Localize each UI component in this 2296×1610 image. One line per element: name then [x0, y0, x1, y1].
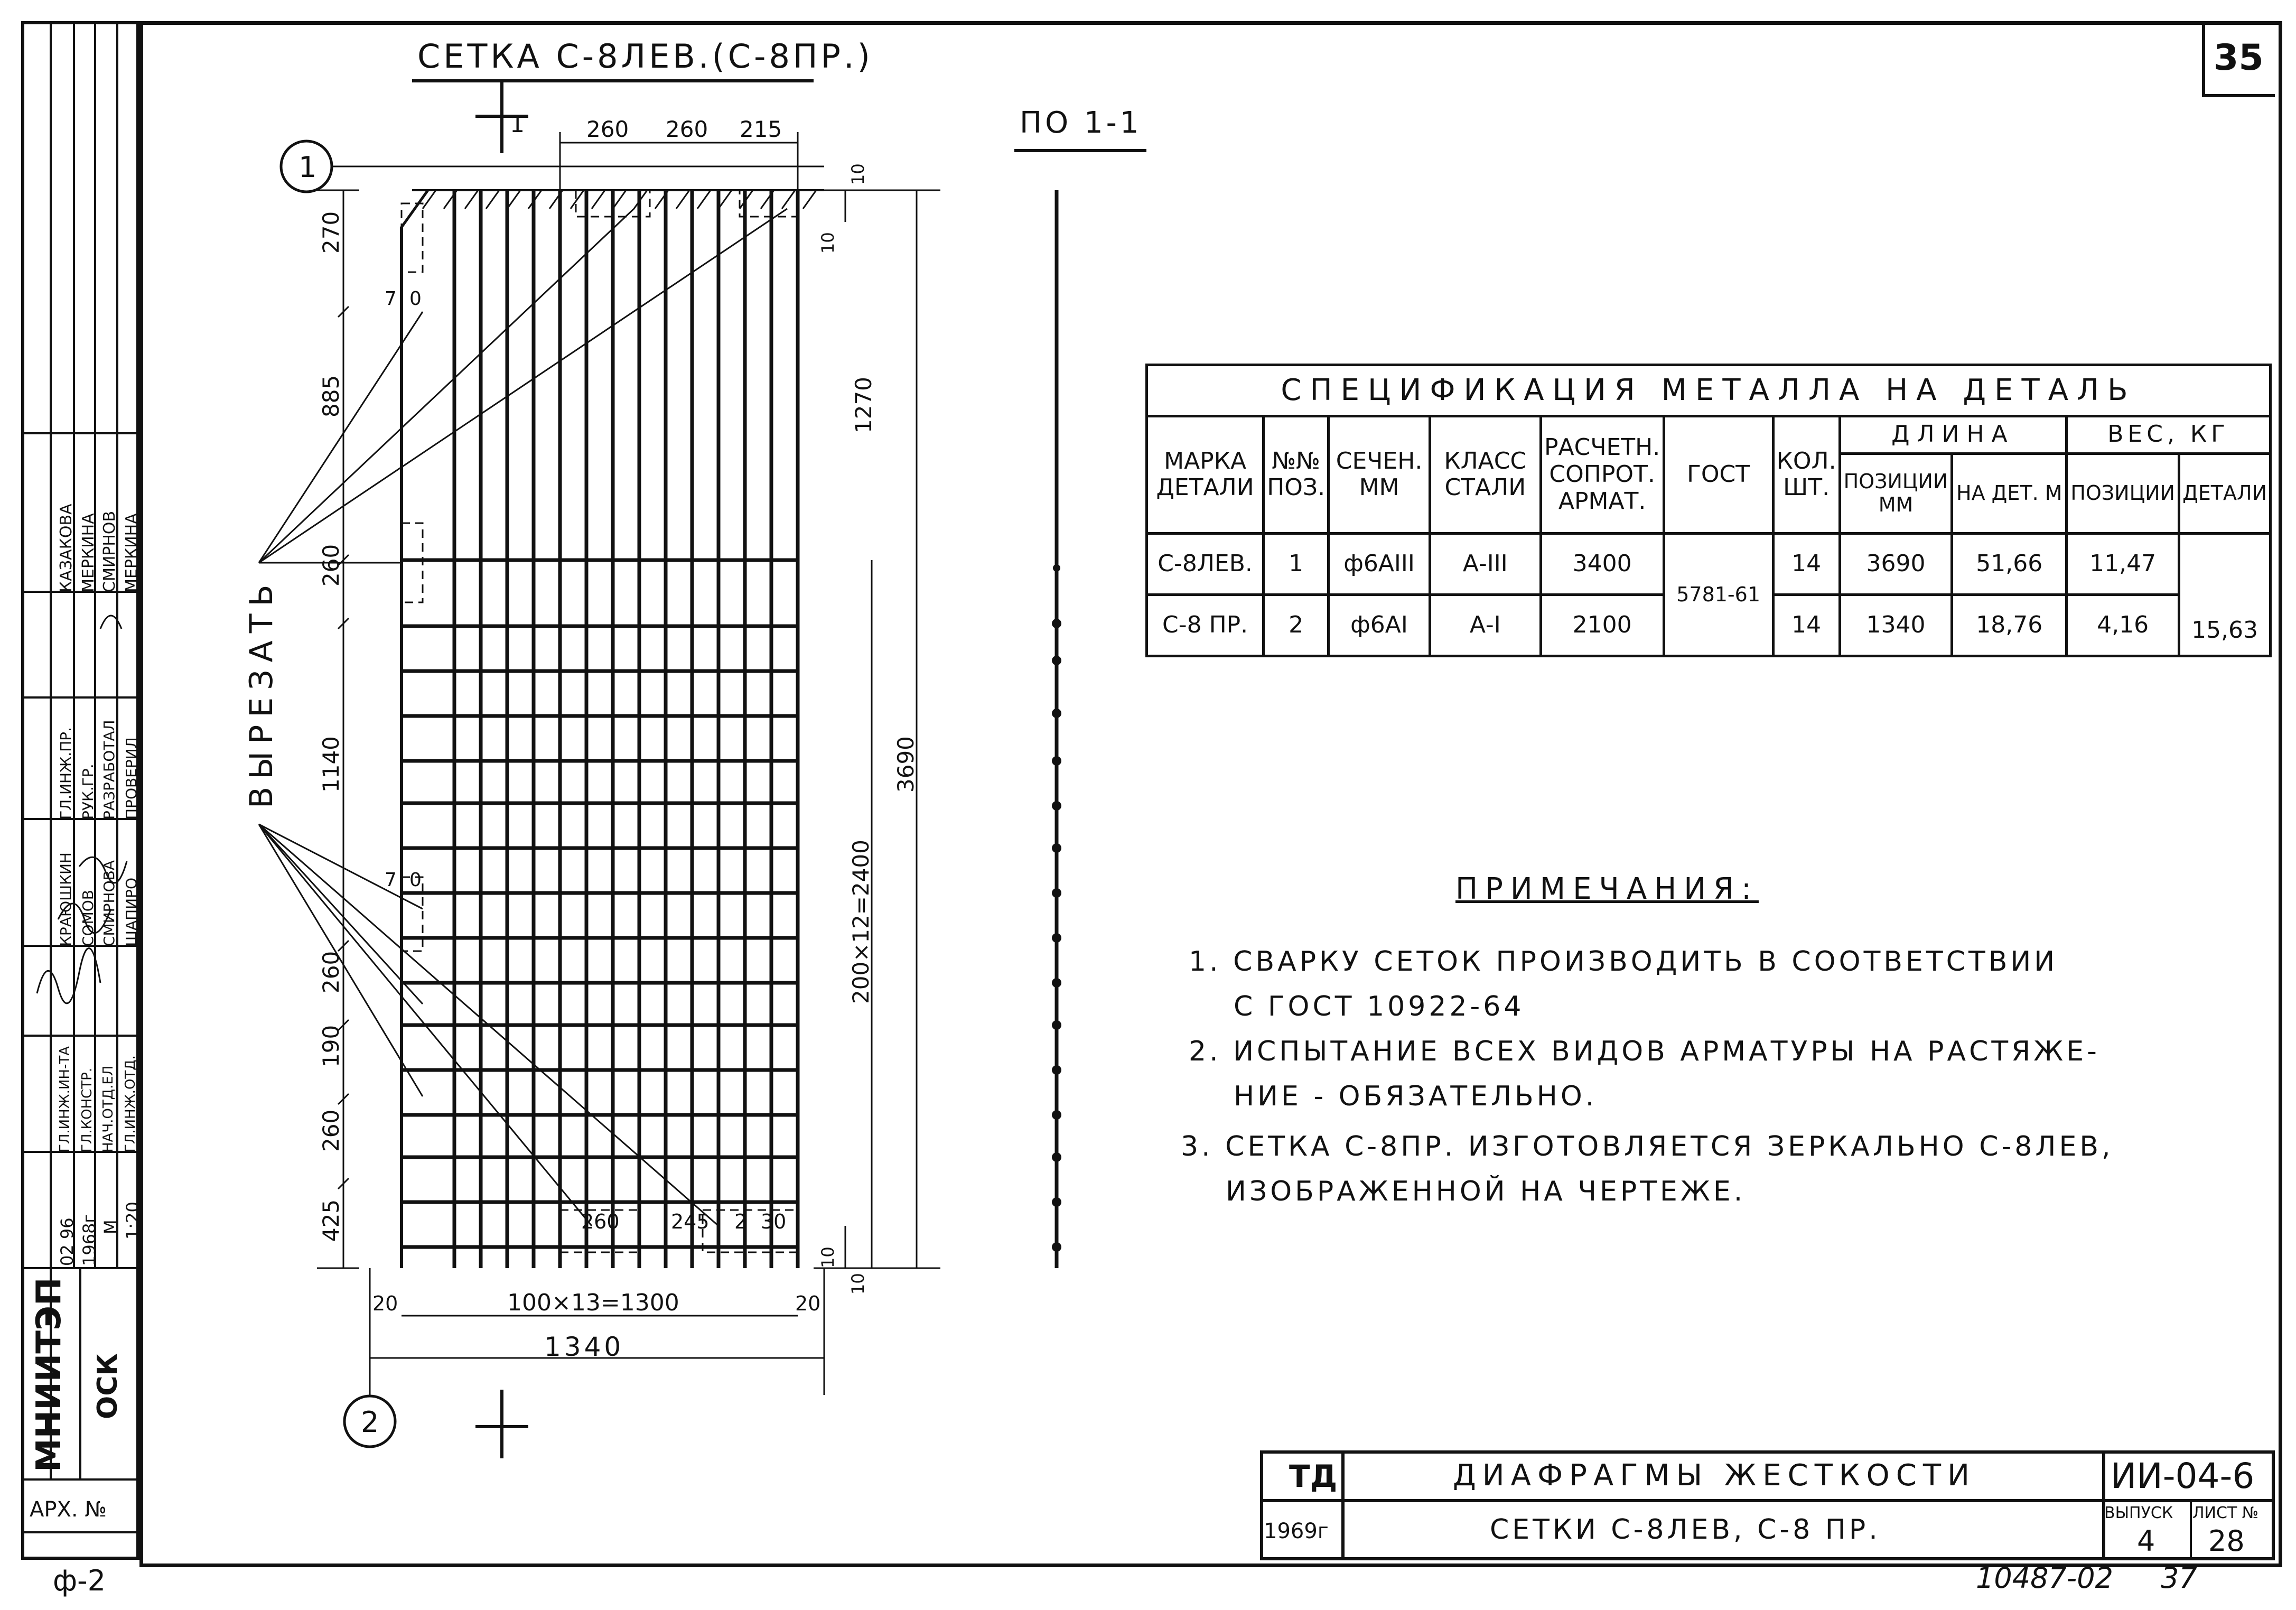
bottom-doc-ref: 10487-02 — [1976, 1561, 2113, 1595]
row1-mark: С-8ЛЕВ. — [1147, 533, 1264, 594]
row2-mark: С-8 ПР. — [1147, 594, 1264, 656]
hdr-section: СЕЧЕН. ММ — [1329, 416, 1430, 533]
spec-title: СПЕЦИФИКАЦИЯ МЕТАЛЛА НА ДЕТАЛЬ — [1147, 365, 2271, 416]
dim-total-width: 1340 — [544, 1332, 624, 1362]
stamp-year: 1968г — [79, 1214, 99, 1266]
dim-right-small-bottom-2: 10 — [848, 1273, 868, 1295]
hdr-mark: МАРКА ДЕТАЛИ — [1147, 416, 1264, 533]
dim-left-3: 260 — [318, 544, 344, 587]
row2-len-det: 18,76 — [1952, 594, 2067, 656]
dim-small-left-4: 0 — [409, 869, 422, 891]
tb-year: 1969г — [1264, 1519, 1329, 1543]
dim-right-inner: 200×12=2400 — [848, 840, 874, 1004]
stamp-scale: 1:20 — [123, 1202, 143, 1240]
row2-w-pos: 4,16 — [2067, 594, 2179, 656]
dim-bottom-edge-left: 20 — [372, 1292, 398, 1315]
note-line-6: ИЗОБРАЖЕННОЙ НА ЧЕРТЕЖЕ. — [1226, 1176, 1746, 1207]
dim-small-left-2: 0 — [409, 288, 422, 310]
role-a-1: ГЛ.ИНЖ.ИН-ТА — [57, 1046, 73, 1152]
dim-left-2: 885 — [318, 375, 344, 417]
tb-issue: 4 — [2137, 1524, 2155, 1558]
tb-title: ДИАФРАГМЫ ЖЕСТКОСТИ — [1453, 1458, 1976, 1493]
role-a-2: ГЛ.КОНСТР. — [79, 1067, 95, 1152]
section-label-underline — [1014, 149, 1146, 152]
role-a-3: НАЧ.ОТД.ЕЛ — [100, 1065, 116, 1152]
dim-top-3: 215 — [740, 116, 782, 142]
hdr-steel: КЛАСС СТАЛИ — [1430, 416, 1541, 533]
tb-sheet-label: ЛИСТ № — [2192, 1504, 2259, 1522]
dim-bottom-inner-4: 30 — [761, 1210, 787, 1233]
dim-left-1: 270 — [318, 211, 344, 254]
hdr-resist: РАСЧЕТН. СОПРОТ. АРМАТ. — [1541, 416, 1664, 533]
row2-resist: 2100 — [1541, 594, 1664, 656]
name-b-2: МЕРКИНА — [79, 513, 98, 592]
note-line-3: 2. ИСПЫТАНИЕ ВСЕХ ВИДОВ АРМАТУРЫ НА РАСТЯЖЕ- — [1189, 1036, 2100, 1067]
dim-top-1: 260 — [586, 116, 629, 142]
total-weight: 15,63 — [2179, 533, 2271, 656]
row1-resist: 3400 — [1541, 533, 1664, 594]
name-a-1: КРАЮШКИН — [57, 852, 74, 946]
name-b-3: СМИРНОВ — [100, 510, 119, 592]
section-mark-top: 1 — [510, 111, 525, 138]
hdr-w-det: ДЕТАЛИ — [2179, 453, 2271, 533]
dim-right-small-bottom-1: 10 — [818, 1246, 838, 1268]
gost-value: 5781-61 — [1664, 533, 1773, 656]
row2-qty: 14 — [1773, 594, 1840, 656]
dim-right-mid: 1270 — [851, 377, 876, 433]
spec-table — [1145, 364, 2272, 657]
name-b-1: КАЗАКОВА — [57, 504, 76, 592]
row1-len-pos: 3690 — [1840, 533, 1952, 594]
stamp-date: 02 96 — [57, 1217, 77, 1266]
hdr-gost: ГОСТ — [1664, 416, 1773, 533]
row2-steel: А-I — [1430, 594, 1541, 656]
stamp-arch: АРХ. № — [30, 1497, 107, 1522]
role-a-4: ГЛ.ИНЖ.ОТД. — [123, 1055, 138, 1152]
dim-left-6: 190 — [318, 1025, 344, 1067]
hdr-weight: ВЕС, КГ — [2067, 416, 2271, 453]
dim-left-7: 260 — [318, 1109, 344, 1152]
dim-right-small-top-1: 10 — [818, 232, 838, 254]
sheet-number: 35 — [2214, 37, 2264, 79]
dim-bottom-inner-3: 2 — [734, 1210, 748, 1233]
note-line-5: 3. СЕТКА С-8ПР. ИЗГОТОВЛЯЕТСЯ ЗЕРКАЛЬНО С-8ЛЕВ, — [1181, 1131, 2114, 1162]
dim-bottom-inner-2: 245 — [671, 1210, 710, 1233]
row1-steel: А-III — [1430, 533, 1541, 594]
hdr-qty: КОЛ. ШТ. — [1773, 416, 1840, 533]
row1-w-pos: 11,47 — [2067, 533, 2179, 594]
dim-right-small-top-2: 10 — [848, 163, 868, 185]
stamp-org: МНИИТЭП — [30, 1277, 69, 1472]
note-line-1: 1. СВАРКУ СЕТОК ПРОИЗВОДИТЬ В СООТВЕТСТВИИ — [1189, 946, 2058, 978]
axis-marker-2: 2 — [361, 1406, 379, 1439]
dim-small-left-1: 7 — [385, 288, 397, 310]
bottom-page-ref: 37 — [2161, 1561, 2197, 1595]
tb-code: ИИ-04-6 — [2111, 1456, 2255, 1496]
cut-label: ВЫРЕЗАТЬ — [243, 577, 280, 808]
notes-title: ПРИМЕЧАНИЯ: — [1455, 872, 1759, 906]
role-b-4: ПРОВЕРИЛ — [123, 737, 140, 820]
page-footer: ф-2 — [53, 1564, 106, 1597]
row1-pos: 1 — [1264, 533, 1329, 594]
dim-small-left-3: 7 — [385, 869, 397, 891]
row2-pos: 2 — [1264, 594, 1329, 656]
name-b-4: МЕРКИНА — [123, 513, 141, 592]
role-b-2: РУК.ГР. — [79, 764, 97, 820]
grid-drawing — [0, 0, 1109, 1506]
section-label: ПО 1-1 — [1020, 106, 1142, 140]
dim-bottom-edge-right: 20 — [795, 1292, 821, 1315]
row1-qty: 14 — [1773, 533, 1840, 594]
dim-bottom: 100×13=1300 — [507, 1289, 679, 1316]
section-view — [1035, 185, 1078, 1273]
dim-left-8: 425 — [318, 1199, 344, 1242]
tb-sheet: 28 — [2208, 1524, 2245, 1558]
stamp-dept: ОСК — [92, 1353, 124, 1419]
tb-subtitle: СЕТКИ С-8ЛЕВ, С-8 ПР. — [1490, 1514, 1881, 1546]
dim-right-total: 3690 — [893, 736, 919, 793]
dim-left-4: 1140 — [318, 736, 344, 793]
dim-left-5: 260 — [318, 951, 344, 993]
hdr-pos: №№ ПОЗ. — [1264, 416, 1329, 533]
table-row — [1147, 533, 2271, 594]
name-a-4: ШАПИРО — [123, 877, 140, 946]
row1-section: ф6АIII — [1329, 533, 1430, 594]
dim-bottom-inner-1: 260 — [581, 1210, 620, 1233]
row2-len-pos: 1340 — [1840, 594, 1952, 656]
hdr-w-pos: ПОЗИЦИИ — [2067, 453, 2179, 533]
note-line-2: С ГОСТ 10922-64 — [1234, 991, 1525, 1022]
axis-marker-1: 1 — [298, 151, 317, 184]
role-b-3: РАЗРАБОТАЛ — [100, 720, 118, 820]
tb-issue-label: ВЫПУСК — [2104, 1504, 2173, 1522]
grid-title: СЕТКА С-8ЛЕВ.(С-8ПР.) — [417, 37, 873, 76]
stamp-scale-label: М — [100, 1220, 120, 1234]
name-a-2: СОМОВ — [79, 890, 97, 946]
tb-td: ТД — [1289, 1458, 1338, 1494]
dim-top-2: 260 — [666, 116, 708, 142]
row2-section: ф6АI — [1329, 594, 1430, 656]
hdr-len-det: НА ДЕТ. М — [1952, 453, 2067, 533]
row1-len-det: 51,66 — [1952, 533, 2067, 594]
note-line-4: НИЕ - ОБЯЗАТЕЛЬНО. — [1234, 1081, 1598, 1112]
hdr-length: ДЛИНА — [1840, 416, 2067, 453]
role-b-1: ГЛ.ИНЖ.ПР. — [57, 727, 74, 820]
name-a-3: СМИРНОВА — [100, 860, 118, 946]
hdr-len-pos: ПОЗИЦИИ ММ — [1840, 453, 1952, 533]
